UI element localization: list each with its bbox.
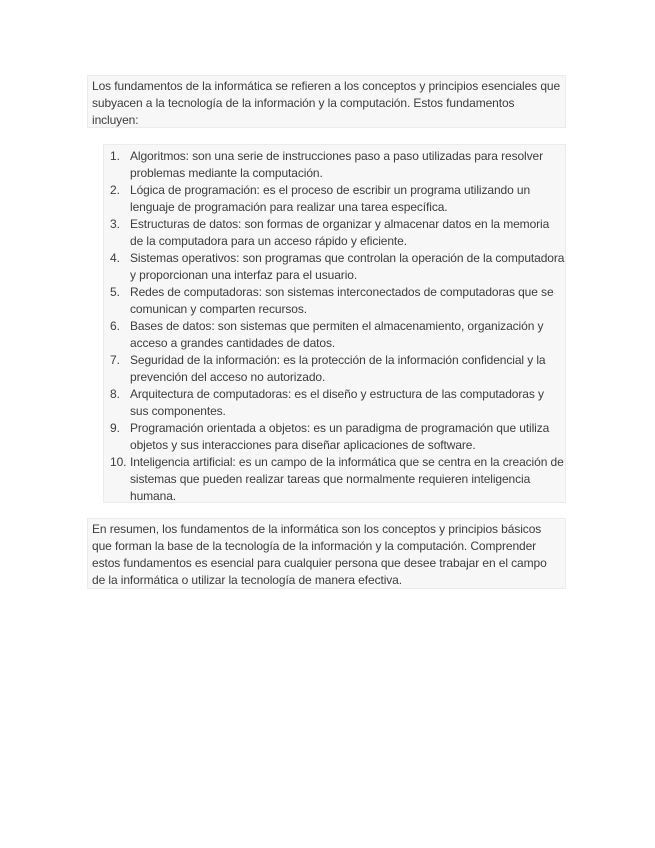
list-item: [104, 250, 565, 284]
list-item-number: 6.: [110, 319, 120, 333]
list-item-text: Lógica de programación: es el proceso de escribir un programa utilizando un lenguaje de programación para realizar una tarea específica.: [130, 183, 531, 214]
list-item-text: Seguridad de la información: es la protección de la información confidencial y la prevención del acceso no autorizado.: [130, 353, 546, 384]
list-item-number: 7.: [110, 353, 120, 367]
list-item: [104, 420, 565, 454]
list-item: [104, 318, 565, 352]
list-item-text: Estructuras de datos: son formas de organizar y almacenar datos en la memoria de la computadora para un acceso rápido y eficiente.: [130, 217, 550, 248]
list-item-text: Bases de datos: son sistemas que permiten el almacenamiento, organización y acceso a grandes cantidades de datos.: [130, 319, 544, 350]
list-item-text: Redes de computadoras: son sistemas interconectados de computadoras que se comunican y comparten recursos.: [130, 285, 554, 316]
summary-paragraph: En resumen, los fundamentos de la informática son los conceptos y principios básicos que forman la base de la tecnología de la información y la computación. Comprender estos fundamentos es esencial para cualquier persona que desee trabajar en el campo de la informática o utilizar la tecnología de manera efectiva.: [92, 522, 547, 587]
list-item-text: Arquitectura de computadoras: es el diseño y estructura de las computadoras y sus componentes.: [130, 387, 544, 418]
list-item-text: Programación orientada a objetos: es un paradigma de programación que utiliza objetos y sus interacciones para diseñar aplicaciones de software.: [130, 421, 550, 452]
list-item-number: 5.: [110, 285, 120, 299]
summary-paragraph-block: [87, 518, 566, 589]
list-item: [104, 284, 565, 318]
list-item-number: 1.: [110, 149, 120, 163]
list-item-number: 4.: [110, 251, 120, 265]
list-item: [104, 386, 565, 420]
list-item-number: 3.: [110, 217, 120, 231]
list-item: [104, 216, 565, 250]
list-item: [104, 454, 565, 505]
list-item-text: Sistemas operativos: son programas que controlan la operación de la computadora y proporcionan una interfaz para el usuario.: [130, 251, 565, 282]
list-item: [104, 352, 565, 386]
list-item: [104, 148, 565, 182]
fundamentals-list: [104, 148, 565, 505]
list-item-number: 9.: [110, 421, 120, 435]
list-item-text: Inteligencia artificial: es un campo de la informática que se centra en la creación de sistemas que pueden realizar tareas que normalmente requieren inteligencia humana.: [130, 455, 564, 503]
list-item-number: 10.: [110, 455, 127, 469]
list-item-number: 2.: [110, 183, 120, 197]
list-item-text: Algoritmos: son una serie de instrucciones paso a paso utilizadas para resolver problemas mediante la computación.: [130, 149, 543, 180]
intro-paragraph: Los fundamentos de la informática se refieren a los conceptos y principios esenciales que subyacen a la tecnología de la información y la computación. Estos fundamentos incluyen:: [92, 79, 561, 127]
list-item: [104, 182, 565, 216]
fundamentals-list-block: [103, 144, 566, 503]
list-item-number: 8.: [110, 387, 120, 401]
intro-paragraph-block: [87, 75, 566, 128]
